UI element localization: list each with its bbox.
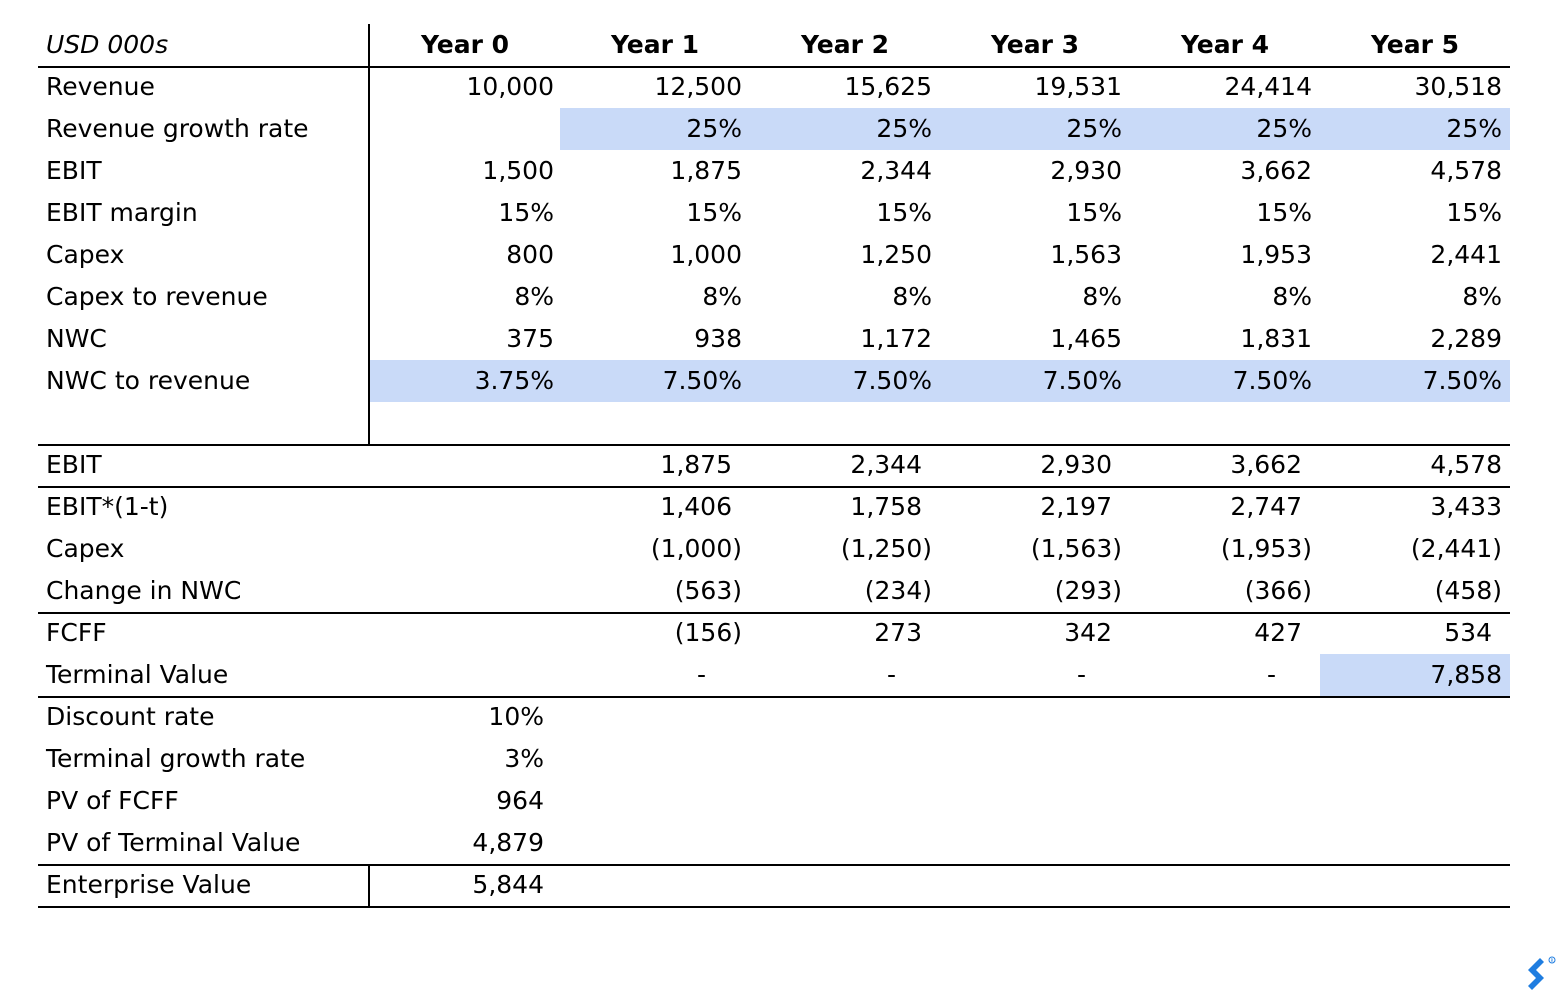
header-row <box>38 24 1510 68</box>
year-header-4: Year 4 <box>1180 30 1270 59</box>
table-cell <box>370 528 560 570</box>
table-cell: 2,289 <box>1430 324 1502 353</box>
input-cell: 25% <box>940 108 1130 150</box>
table-cell: 15% <box>686 198 742 227</box>
table-cell: 1,500 <box>482 156 554 185</box>
table-cell: (563) <box>674 576 742 605</box>
table-cell: 15% <box>1256 198 1312 227</box>
table-cell <box>370 570 560 612</box>
input-cell: 25% <box>1320 108 1510 150</box>
table-cell: 2,930 <box>1040 450 1112 479</box>
row-ebit <box>38 150 1510 192</box>
table-cell: 2,197 <box>1040 492 1112 521</box>
year-header-0: Year 0 <box>420 30 510 59</box>
row-capex <box>38 234 1510 276</box>
row-label: PV of Terminal Value <box>46 828 301 857</box>
table-cell: - <box>696 660 706 689</box>
row-ebit-margin <box>38 192 1510 234</box>
table-cell: 8% <box>1462 282 1502 311</box>
row-terminal-value <box>38 654 1510 698</box>
table-cell: - <box>1266 660 1276 689</box>
dcf-table <box>38 24 1510 906</box>
row-fcff <box>38 612 1510 654</box>
table-cell: 1,250 <box>860 240 932 269</box>
column-divider <box>368 864 370 908</box>
table-cell: 12,500 <box>654 72 742 101</box>
row-revenue <box>38 66 1510 108</box>
input-cell: 25% <box>750 108 940 150</box>
table-cell: 8% <box>1082 282 1122 311</box>
table-cell: 10% <box>488 702 544 731</box>
table-cell: 15% <box>876 198 932 227</box>
table-cell: 3,662 <box>1230 450 1302 479</box>
table-cell: 5,844 <box>472 870 544 899</box>
input-cell: 25% <box>1130 108 1320 150</box>
row-nwc-to-revenue <box>38 360 1510 402</box>
row-label: FCFF <box>46 618 107 647</box>
column-divider <box>368 24 370 444</box>
input-cell: 3.75% <box>370 360 560 402</box>
year-header-5: Year 5 <box>1370 30 1460 59</box>
table-cell: 30,518 <box>1414 72 1502 101</box>
table-cell: 3% <box>504 744 544 773</box>
table-cell <box>370 654 560 696</box>
row-label: NWC <box>46 324 107 353</box>
table-cell: 427 <box>1254 618 1302 647</box>
table-cell: 10,000 <box>466 72 554 101</box>
table-cell: 8% <box>892 282 932 311</box>
input-cell: 7.50% <box>560 360 750 402</box>
table-cell: 938 <box>694 324 742 353</box>
table-cell: 342 <box>1064 618 1112 647</box>
row-pv-of-fcff <box>38 780 1510 822</box>
table-cell: - <box>1076 660 1086 689</box>
table-cell: 1,875 <box>660 450 732 479</box>
table-cell: 19,531 <box>1034 72 1122 101</box>
row-label: Change in NWC <box>46 576 242 605</box>
input-cell: 7.50% <box>940 360 1130 402</box>
row-label: NWC to revenue <box>46 366 251 395</box>
table-cell <box>370 444 560 486</box>
table-cell: 1,875 <box>670 156 742 185</box>
row-pv-of-terminal-value <box>38 822 1510 866</box>
spacer-row <box>38 402 1510 446</box>
table-cell: 4,578 <box>1430 450 1502 479</box>
table-cell: 24,414 <box>1224 72 1312 101</box>
year-header-1: Year 1 <box>610 30 700 59</box>
row-label: Capex to revenue <box>46 282 268 311</box>
table-cell: 375 <box>506 324 554 353</box>
table-cell: 1,465 <box>1050 324 1122 353</box>
table-cell: 2,441 <box>1430 240 1502 269</box>
row-terminal-growth-rate <box>38 738 1510 780</box>
table-cell: (2,441) <box>1410 534 1502 563</box>
row-nwc <box>38 318 1510 360</box>
table-cell: 2,930 <box>1050 156 1122 185</box>
table-cell <box>370 486 560 528</box>
table-cell: 1,831 <box>1240 324 1312 353</box>
svg-text:R: R <box>1550 958 1554 963</box>
table-cell: 2,344 <box>860 156 932 185</box>
row-label: Revenue <box>46 72 155 101</box>
row-label: Revenue growth rate <box>46 114 309 143</box>
input-cell: 7.50% <box>1320 360 1510 402</box>
row-label: Capex <box>46 240 125 269</box>
row-label: EBIT margin <box>46 198 198 227</box>
table-cell: 1,758 <box>850 492 922 521</box>
table-cell: (1,563) <box>1030 534 1122 563</box>
table-cell: 3,662 <box>1240 156 1312 185</box>
row-label: EBIT <box>46 450 102 479</box>
table-cell: 8% <box>1272 282 1312 311</box>
table-cell: 1,406 <box>660 492 732 521</box>
row-ebit-after-tax <box>38 486 1510 528</box>
table-cell <box>370 108 560 150</box>
table-cell: 964 <box>496 786 544 815</box>
table-cell: 534 <box>1444 618 1492 647</box>
table-cell: 15,625 <box>844 72 932 101</box>
input-cell: 7,858 <box>1320 654 1510 696</box>
table-cell: 273 <box>874 618 922 647</box>
table-cell: (366) <box>1244 576 1312 605</box>
row-cf-ebit <box>38 444 1510 488</box>
table-cell: - <box>886 660 896 689</box>
table-cell: (1,250) <box>840 534 932 563</box>
table-cell: 15% <box>1446 198 1502 227</box>
table-cell: 2,747 <box>1230 492 1302 521</box>
row-label: Terminal Value <box>46 660 229 689</box>
input-cell: 25% <box>560 108 750 150</box>
table-cell: (458) <box>1434 576 1502 605</box>
table-cell <box>370 612 560 654</box>
table-cell: (293) <box>1054 576 1122 605</box>
unit-label: USD 000s <box>46 30 169 59</box>
row-label: Capex <box>46 534 125 563</box>
year-header-2: Year 2 <box>800 30 890 59</box>
row-label: Discount rate <box>46 702 215 731</box>
table-cell: 1,172 <box>860 324 932 353</box>
row-change-in-nwc <box>38 570 1510 614</box>
table-cell: 1,000 <box>670 240 742 269</box>
table-cell: 15% <box>498 198 554 227</box>
row-label: PV of FCFF <box>46 786 179 815</box>
table-cell: (1,000) <box>650 534 742 563</box>
row-label: EBIT*(1-t) <box>46 492 169 521</box>
table-cell: 1,953 <box>1240 240 1312 269</box>
table-cell: 4,879 <box>472 828 544 857</box>
row-label: Enterprise Value <box>46 870 252 899</box>
table-cell: 15% <box>1066 198 1122 227</box>
table-cell: (1,953) <box>1220 534 1312 563</box>
table-cell: (234) <box>864 576 932 605</box>
table-cell: 4,578 <box>1430 156 1502 185</box>
table-cell: (156) <box>674 618 742 647</box>
table-cell: 800 <box>506 240 554 269</box>
row-discount-rate <box>38 696 1510 738</box>
year-header-3: Year 3 <box>990 30 1080 59</box>
table-cell: 3,433 <box>1430 492 1502 521</box>
input-cell: 7.50% <box>750 360 940 402</box>
row-label: Terminal growth rate <box>46 744 306 773</box>
table-cell: 8% <box>702 282 742 311</box>
row-label: EBIT <box>46 156 102 185</box>
row-enterprise-value <box>38 864 1510 908</box>
toptal-logo-icon <box>1518 954 1558 994</box>
table-cell: 1,563 <box>1050 240 1122 269</box>
row-revenue-growth-rate <box>38 108 1510 150</box>
row-capex-to-revenue <box>38 276 1510 318</box>
table-cell: 8% <box>514 282 554 311</box>
table-cell: 2,344 <box>850 450 922 479</box>
input-cell: 7.50% <box>1130 360 1320 402</box>
row-cf-capex <box>38 528 1510 570</box>
